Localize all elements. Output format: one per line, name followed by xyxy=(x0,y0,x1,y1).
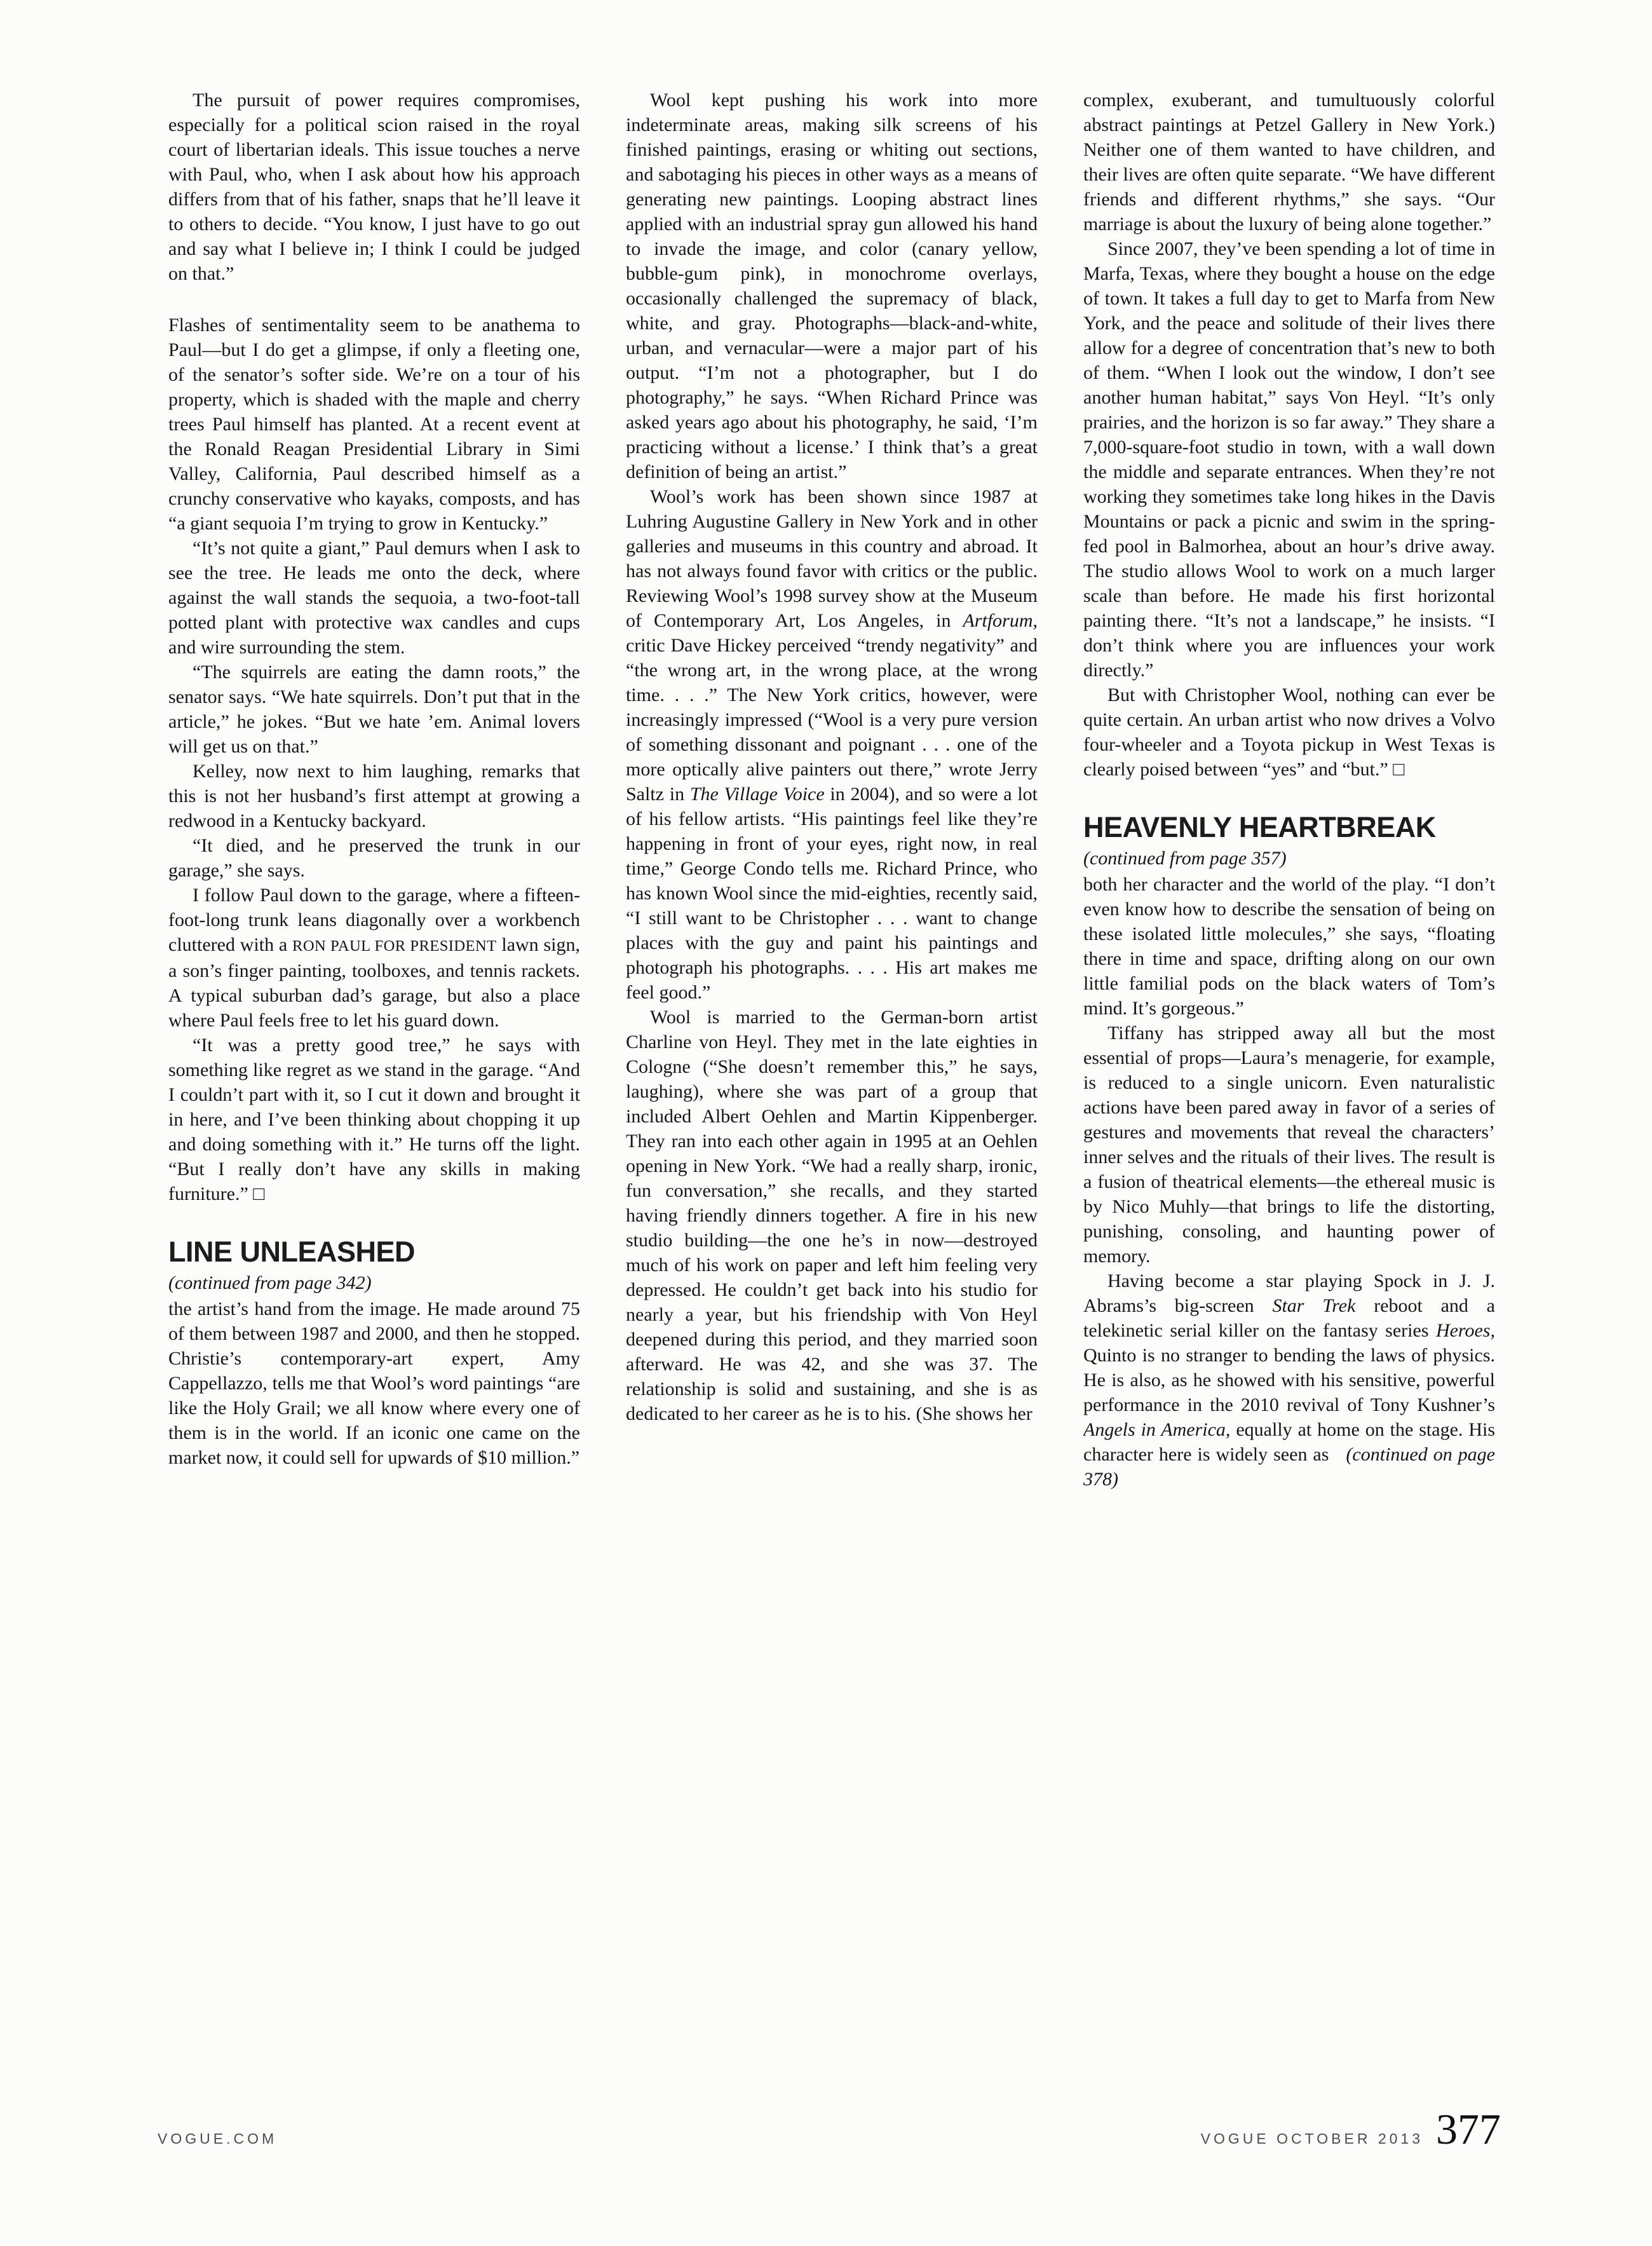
text-segment: Quinto is no stranger to bending the laws of physics. He is also, as he showed with his sensitive, powerful performance in the 2010 revival of Tony Kushner’s xyxy=(1083,1344,1495,1415)
text-segment: (continued from page 342) xyxy=(168,1272,372,1293)
text-segment: Wool’s work has been shown since 1987 at Luhring Augustine Gallery in New York and in other galleries and museums in this country and abroad. It has not always found favor with critics or the public. Reviewing Wool’s 1998 survey show at the Museum of Contemporary Art, Los Angeles, in xyxy=(626,486,1038,631)
footer-issue-info xyxy=(1201,2107,1501,2151)
text-segment: reboot and a telekinetic serial killer on the fantasy series xyxy=(1083,1295,1495,1341)
paragraph xyxy=(626,484,1038,1005)
text-segment-smallcaps: RON PAUL FOR PRESIDENT xyxy=(292,937,497,955)
paragraph xyxy=(626,88,1038,484)
paragraph xyxy=(168,660,580,759)
text-segment: “It’s not quite a giant,” Paul demurs when I ask to see the tree. He leads me onto the deck, where against the wall stands the sequoia, a two-foot-tall potted plant with protective wax candles and cups and wire surrounding the stem. xyxy=(168,538,580,658)
paragraph xyxy=(168,1297,580,1470)
article-columns xyxy=(168,88,1495,2061)
page-footer xyxy=(158,2107,1501,2151)
paragraph xyxy=(168,833,580,883)
text-segment: equally at home on the stage. His character here is widely seen as xyxy=(1083,1419,1495,1465)
text-segment: I follow Paul down to the garage, where a fifteen-foot-long trunk leans diagonally over a workbench cluttered with a xyxy=(168,885,580,955)
text-segment: Wool kept pushing his work into more indeterminate areas, making silk screens of his finished paintings, erasing or whiting out sections, and sabotaging his pieces in other ways as a means of generating new paintings. Looping abstract lines applied with an industrial spray gun allowed his hand to invade the image, and color (canary yellow, bubble-gum pink), in monochrome overlays, occasionally challenged the supremacy of black, white, and gray. Photographs—black-and-white, urban, and vernacular—were a major part of his output. “I’m not a photographer, but I do photography,” he says. “When Richard Prince was asked years ago about his photography, he said, ‘I’m practicing without a license.’ I think that’s a great definition of being an artist.” xyxy=(626,90,1038,482)
text-segment: Having become a star playing Spock in J. J. Abrams’s big-screen xyxy=(1083,1270,1495,1316)
text-segment: (continued from page 357) xyxy=(1083,847,1287,869)
text-segment: critic Dave Hickey perceived “trendy negativity” and “the wrong art, in the wrong place, at the wrong time. . . .” The New York critics, however, were increasingly impressed (“Wool is a very pure version of something dissonant and poignant . . . one of the more optically alive painters out there,” wrote Jerry Saltz in xyxy=(626,635,1038,805)
paragraph xyxy=(1083,872,1495,1021)
text-segment: LINE UNLEASHED xyxy=(168,1235,416,1268)
paragraph xyxy=(1083,1269,1495,1492)
paragraph xyxy=(168,313,580,536)
text-segment: The pursuit of power requires compromises, especially for a political scion raised in the royal court of libertarian ideals. This issue touches a nerve with Paul, who, when I ask about how his approach differs from that of his father, snaps that he’ll leave it to others to decide. “You know, I just have to go out and say what I believe in; I think I could be judged on that.” xyxy=(168,90,580,284)
text-segment-italic: Angels in America, xyxy=(1083,1419,1231,1440)
column-3 xyxy=(1083,88,1495,2061)
text-segment-italic: Heroes, xyxy=(1435,1319,1495,1341)
continued-from-note xyxy=(168,1270,580,1295)
column-1 xyxy=(168,88,580,2061)
text-segment: complex, exuberant, and tumultuously colorful abstract paintings at Petzel Gallery in New York.) Neither one of them wanted to have children, and their lives are often quite separate. “We have different friends and different rhythms,” she says. “Our marriage is about the luxury of being alone together.” xyxy=(1083,90,1495,235)
paragraph xyxy=(1083,88,1495,236)
text-segment: But with Christopher Wool, nothing can ever be quite certain. An urban artist who now drives a Volvo four-wheeler and a Toyota pickup in West Texas is clearly poised between “yes” and “but.” □ xyxy=(1083,684,1495,780)
text-segment: the artist’s hand from the image. He made around 75 of them between 1987 and 2000, and then he stopped. Christie’s contemporary-art expert, Amy Cappellazzo, tells me that Wool’s word paintings “are like the Holy Grail; we all know where every one of them is in the world. If an iconic one came on the market now, it could sell for upwards of $10 million.” xyxy=(168,1298,580,1468)
text-segment: lawn sign, a son’s finger painting, toolboxes, and tennis rackets. A typical suburban dad’s garage, but also a place where Paul feels free to let his guard down. xyxy=(168,934,580,1031)
text-segment: Flashes of sentimentality seem to be anathema to Paul—but I do get a glimpse, if only a fleeting one, of the senator’s softer side. We’re on a tour of his property, which is shaded with the maple and cherry trees Paul himself has planted. At a recent event at the Ronald Reagan Presidential Library in Simi Valley, California, Paul described himself as a crunchy conservative who kayaks, composts, and has “a giant sequoia I’m trying to grow in Kentucky.” xyxy=(168,315,580,534)
text-segment: Wool is married to the German-born artist Charline von Heyl. They met in the late eighties in Cologne (“She doesn’t remember this,” he says, laughing), where she was part of a group that included Albert Oehlen and Martin Kippenberger. They ran into each other again in 1995 at an Oehlen opening in New York. “We had a really sharp, ironic, fun conversation,” she recalls, and they started having friendly dinners together. A fire in his new studio building—the one he’s in now—destroyed much of his work on paper and left him feeling very depressed. He couldn’t get back into his studio for nearly a year, but his friendship with Von Heyl deepened during this period, and they married soon afterward. He was 42, and she was 37. The relationship is solid and sustaining, and she is as dedicated to her career as he is to his. (She shows her xyxy=(626,1007,1038,1424)
paragraph xyxy=(1083,236,1495,683)
continued-from-note xyxy=(1083,846,1495,871)
text-segment: Since 2007, they’ve been spending a lot of time in Marfa, Texas, where they bought a house on the edge of town. It takes a full day to get to Marfa from New York, and the peace and solitude of their lives there allow for a degree of concentration that’s new to both of them. “When I look out the window, I don’t see another human habitat,” says Von Heyl. “It’s only prairies, and the horizon is so far away.” They share a 7,000-square-foot studio in town, with a wall down the middle and separate entrances. When they’re not working they sometimes take long hikes in the Davis Mountains or pack a picnic and swim in the spring-fed pool in Balmorhea, about an hour’s drive away. The studio allows Wool to work on a much larger scale than before. He made his first horizontal painting there. “It’s not a landscape,” he insists. “I don’t think where you are influences your work directly.” xyxy=(1083,238,1495,681)
text-segment: both her character and the world of the play. “I don’t even know how to describe the sensation of being on these isolated little molecules,” she says, “floating there in time and space, drifting along on our own little familial pods on the black waters of Tom’s mind. It’s gorgeous.” xyxy=(1083,873,1495,1019)
text-segment: “It died, and he preserved the trunk in our garage,” she says. xyxy=(168,835,580,881)
paragraph xyxy=(1083,683,1495,782)
paragraph xyxy=(168,88,580,286)
paragraph xyxy=(168,883,580,1033)
text-segment-italic: Star Trek xyxy=(1272,1295,1356,1316)
paragraph xyxy=(168,1033,580,1206)
paragraph xyxy=(626,1005,1038,1426)
text-segment-italic: (continued on page 378) xyxy=(1083,1443,1495,1490)
text-segment: “The squirrels are eating the damn roots,” the senator says. “We hate squirrels. Don’t put that in the article,” he jokes. “But we hate ’em. Animal lovers will get us on that.” xyxy=(168,662,580,757)
section-heading xyxy=(1083,812,1495,843)
footer-issue-label: VOGUE OCTOBER 2013 xyxy=(1200,2130,1423,2147)
paragraph xyxy=(168,759,580,833)
paragraph xyxy=(168,536,580,660)
text-segment-italic: Artforum, xyxy=(963,610,1038,631)
text-segment: Tiffany has stripped away all but the most essential of props—Laura’s menagerie, for example, is reduced to a single unicorn. Even naturalistic actions have been pared away in favor of a series of gestures and movements that reveal the characters’ inner selves and the rituals of their lives. The result is a fusion of theatrical elements—the ethereal music is by Nico Muhly—that brings to life the distorting, punishing, consoling, and haunting power of memory. xyxy=(1083,1022,1495,1267)
text-segment: HEAVENLY HEARTBREAK xyxy=(1083,811,1436,843)
text-segment: Kelley, now next to him laughing, remarks that this is not her husband’s first attempt at growing a redwood in a Kentucky backyard. xyxy=(168,761,580,831)
page-number: 377 xyxy=(1436,2105,1501,2153)
text-segment: in 2004), and so were a lot of his fellow artists. “His paintings feel like they’re happening in front of your eyes, right now, in real time,” George Condo tells me. Richard Prince, who has known Wool since the mid-eighties, recently said, “I still want to be Christopher . . . want to change places with the guy and paint his paintings and photograph his photographs. . . . His art makes me feel good.” xyxy=(626,784,1038,1003)
text-segment-italic: The Village Voice xyxy=(689,784,825,805)
footer-site-url: VOGUE.COM xyxy=(158,2130,278,2147)
section-heading xyxy=(168,1237,580,1268)
text-segment: “It was a pretty good tree,” he says with something like regret as we stand in the garage. “And I couldn’t part with it, so I cut it down and brought it in here, and I’ve been thinking about chopping it up and doing something with it.” He turns off the light. “But I really don’t have any skills in making furniture.” □ xyxy=(168,1035,580,1204)
paragraph xyxy=(1083,1021,1495,1269)
column-2 xyxy=(626,88,1038,2061)
